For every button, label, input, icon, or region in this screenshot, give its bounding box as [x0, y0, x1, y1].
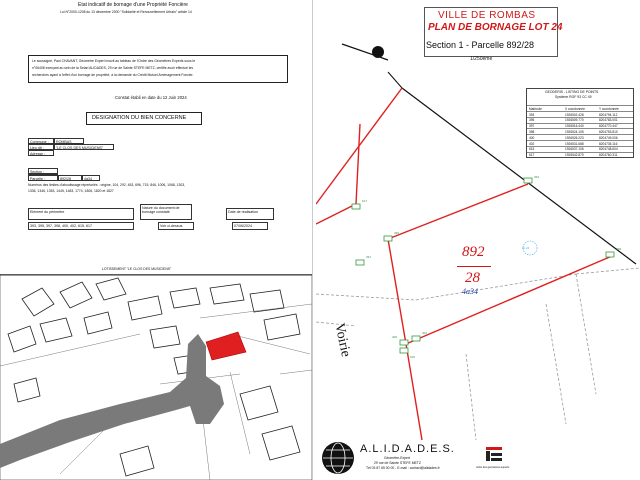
- parcel-sub: 28: [465, 270, 480, 286]
- point-number: 398: [616, 247, 622, 251]
- points-table-cell: 8204749.006: [599, 135, 618, 140]
- header-line2: Loi N°2000-1208 du 13 décembre 2000 "Solidarité et Renouvellement Urbain" article 14: [60, 10, 192, 14]
- points-table-cell: 8204735.116: [599, 141, 618, 146]
- right-sheet: [316, 0, 640, 480]
- scale-text: 1/250ème: [470, 56, 493, 62]
- points-table-cell: 8204760.311: [599, 153, 618, 158]
- intro-line: Le soussigné, Paul CHAVANT, Géomètre Expert inscrit au tableau de l'Ordre des Géomètres Experts sous le: [32, 59, 196, 63]
- point-number: 393: [534, 175, 540, 179]
- points-table-cell: 402: [529, 141, 535, 146]
- north-arrow-icon: [340, 36, 390, 66]
- points-table-cell: 395: [529, 118, 535, 123]
- road-label: Voirie: [331, 322, 354, 359]
- plan-title: PLAN DE BORNAGE LOT 24: [428, 22, 563, 33]
- points-table-cell: 398: [529, 129, 535, 134]
- points-table-cell: 617: [529, 153, 535, 158]
- point-number: 615: [410, 355, 416, 359]
- commune-label: Commune :: [28, 138, 54, 144]
- parcelle-value: 892/28: [58, 175, 82, 181]
- points-table-cell: 8204748.604: [599, 147, 618, 152]
- parcel-number: 892: [462, 244, 485, 260]
- ordre-label: ordre des géomètres-experts: [476, 466, 510, 469]
- section-label: Section :: [28, 168, 58, 174]
- points-table-cell: 8204783.001: [599, 118, 618, 123]
- points-table-cell: 1926516.440: [565, 124, 584, 129]
- points-table-cell: 8204753.810: [599, 129, 618, 134]
- alidades-logo-icon: [320, 440, 356, 476]
- points-table-title: GEODERIS - LISTING DE POINTS: [545, 90, 599, 94]
- cadastral-map: [0, 274, 312, 480]
- numeros-text2: 1336, 1346, 1353, 1445, 1483, 1774, 1806, 1820 et 1827: [28, 189, 114, 193]
- map-label: LOTISSEMENT "LE CLOS DES MUSICIENS": [102, 267, 172, 271]
- points-table-cell: 1926502.428: [565, 112, 584, 117]
- north-label: N: [367, 47, 372, 53]
- point-number: 395: [394, 231, 400, 235]
- header-line1: Etat indicatif de bornage d'une Propriété Foncière: [78, 2, 188, 8]
- point-number: 400: [392, 335, 398, 339]
- parcelle-area: 4a34: [82, 175, 100, 181]
- numeros-text: Numéros des limites d'aboutissage répertoriés : origine, 104, 292, 453, 696, 715, 846, 1006, 1068, 1303,: [28, 183, 186, 187]
- intro-line: recherches ayant à l'effet d'un bornage de propriété, à la demande du Crédit Mutuel Aménagement Foncier.: [32, 73, 194, 77]
- parcel-area: 4a34: [462, 287, 478, 296]
- points-table-cell: 1926526.223: [565, 135, 584, 140]
- point-number: 617: [362, 199, 368, 203]
- points-table-cell: 8204794.112: [599, 112, 618, 117]
- left-sheet: [0, 0, 313, 480]
- points-table-cell: 615: [529, 147, 535, 152]
- company-contact: Tél 03 87 65 00 00 - E-mail : contact@alidades.fr: [366, 466, 440, 470]
- points-table-cell: 1926509.770: [565, 118, 584, 123]
- commune-title: VILLE DE ROMBAS: [438, 10, 536, 21]
- company-name: A.L.I.D.A.D.E.S.: [360, 443, 455, 455]
- parcel-fraction-bar: [457, 266, 491, 267]
- lot-circle-label: lot 24: [522, 246, 530, 250]
- lieu-label: Lieu dit :: [28, 144, 54, 150]
- table-header: Date de réalisation: [226, 208, 274, 220]
- table-value: Voir ci-dessus: [158, 222, 194, 230]
- lieu-value: "LE CLOS DES MUSICIENS": [54, 144, 114, 150]
- constat-text: Constat établi en date du 12 Juin 2024: [115, 95, 187, 100]
- table-value: 393, 395, 397, 398, 400, 402, 615, 617: [28, 222, 134, 230]
- point-number: 402: [422, 331, 428, 335]
- points-table-cell: 1926542.870: [565, 153, 584, 158]
- ordre-geometres-logo-icon: [484, 446, 504, 464]
- adresse-label: Adresse :: [28, 150, 54, 156]
- designation-title: DESIGNATION DU BIEN CONCERNE: [92, 115, 187, 121]
- intro-box: [28, 55, 288, 83]
- points-table-cell: 400: [529, 135, 535, 140]
- commune-value: ROMBAS: [54, 138, 84, 144]
- section-title: Section 1 - Parcelle 892/28: [426, 40, 535, 50]
- point-number: 397: [366, 255, 372, 259]
- col-header: Matricule: [529, 106, 542, 111]
- points-table-cell: 1926524.105: [565, 129, 584, 134]
- company-address: 29 rue de Sainte STEFE METZ: [374, 461, 421, 465]
- company-sub: Géomètre-Expert: [384, 456, 411, 460]
- points-table-cell: 393: [529, 112, 535, 117]
- points-table-cell: 397: [529, 124, 535, 129]
- col-header: X coordonnée: [565, 106, 585, 111]
- intro-line: n°06408 exerçant au sein de la Selarl ALIDADES, 29 rue de Sainte STEFE METZ, certifie avoir effectué les: [32, 66, 194, 70]
- table-header: Elément du périmètre: [28, 208, 134, 220]
- points-table-cell: 1926531.688: [565, 141, 584, 146]
- parcelle-label: Parcelle :: [28, 175, 58, 181]
- table-header: Nature du document de bornage constaté: [140, 204, 192, 220]
- points-table-cell: 8204770.447: [599, 124, 618, 129]
- points-table-cell: 1926537.106: [565, 147, 584, 152]
- col-header: Y coordonnée: [599, 106, 619, 111]
- points-table-subtitle: Système RGF 93 CC 49: [555, 95, 592, 99]
- table-value: 07/06/2024: [232, 222, 268, 230]
